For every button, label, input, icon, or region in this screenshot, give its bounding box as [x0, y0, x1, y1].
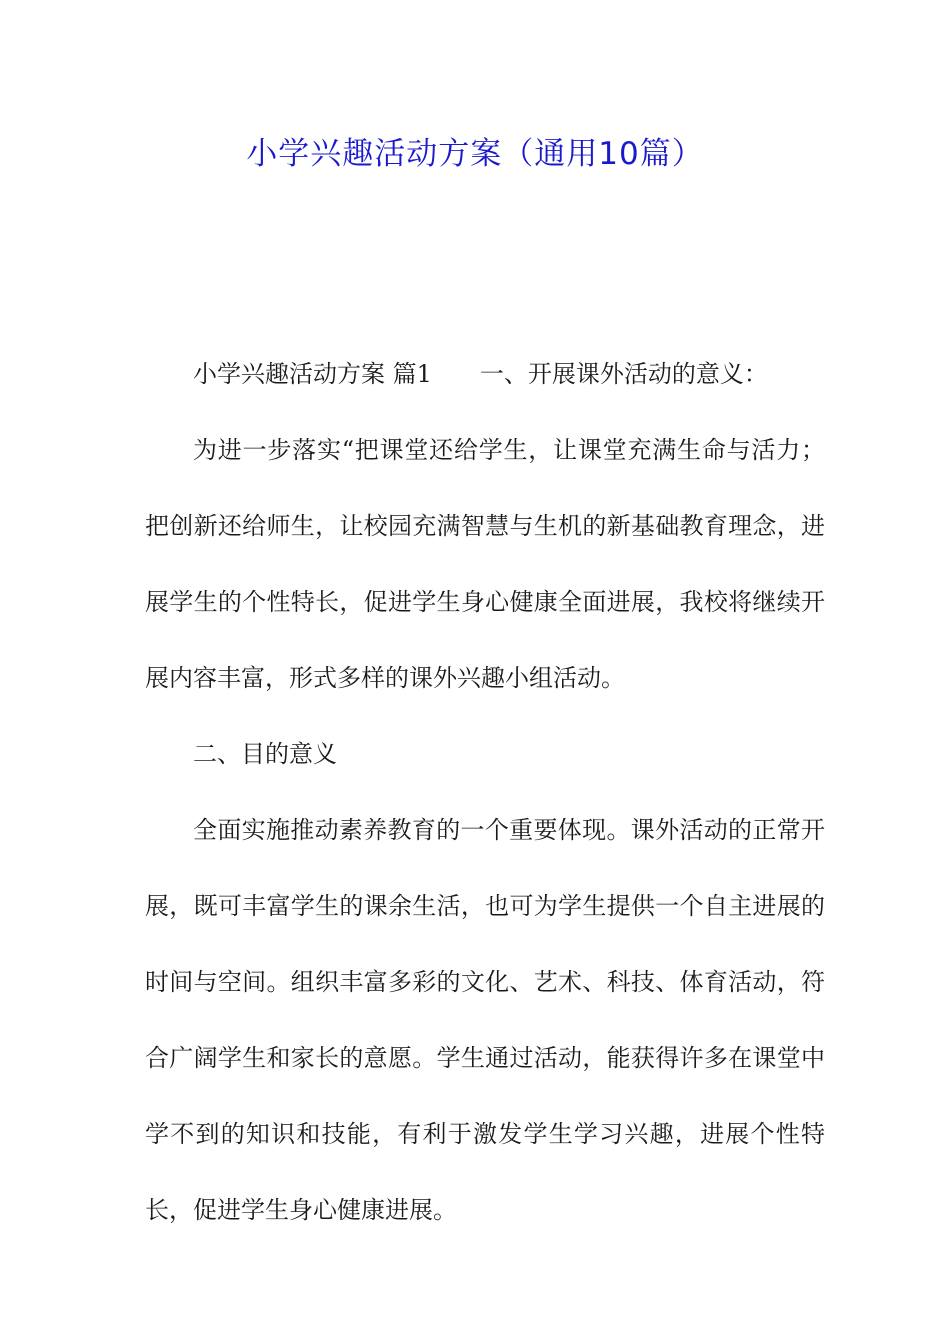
section-heading-line	[145, 336, 825, 412]
section-label: 小学兴趣活动方案 篇1	[193, 360, 432, 388]
document-body	[145, 336, 825, 1248]
paragraph-2: 全面实施推动素养教育的一个重要体现。课外活动的正常开展，既可丰富学生的课余生活，也可为学生提供一个自主进展的时间与空间。组织丰富多彩的文化、艺术、科技、体育活动，符合广阔学生和家长的意愿。学生通过活动，能获得许多在课堂中学不到的知识和技能，有利于激发学生学习兴趣，进展个性特长，促进学生身心健康进展。	[145, 816, 825, 1224]
heading-2: 二、目的意义	[193, 740, 337, 768]
heading-1: 一、开展课外活动的意义：	[479, 360, 768, 388]
document-title: 小学兴趣活动方案（通用10篇）	[246, 136, 704, 172]
paragraph-1: 为进一步落实“把课堂还给学生，让课堂充满生命与活力；把创新还给师生，让校园充满智慧与生机的新基础教育理念，进展学生的个性特长，促进学生身心健康全面进展，我校将继续开展内容丰富，形式多样的课外兴趣小组活动。	[145, 436, 825, 692]
